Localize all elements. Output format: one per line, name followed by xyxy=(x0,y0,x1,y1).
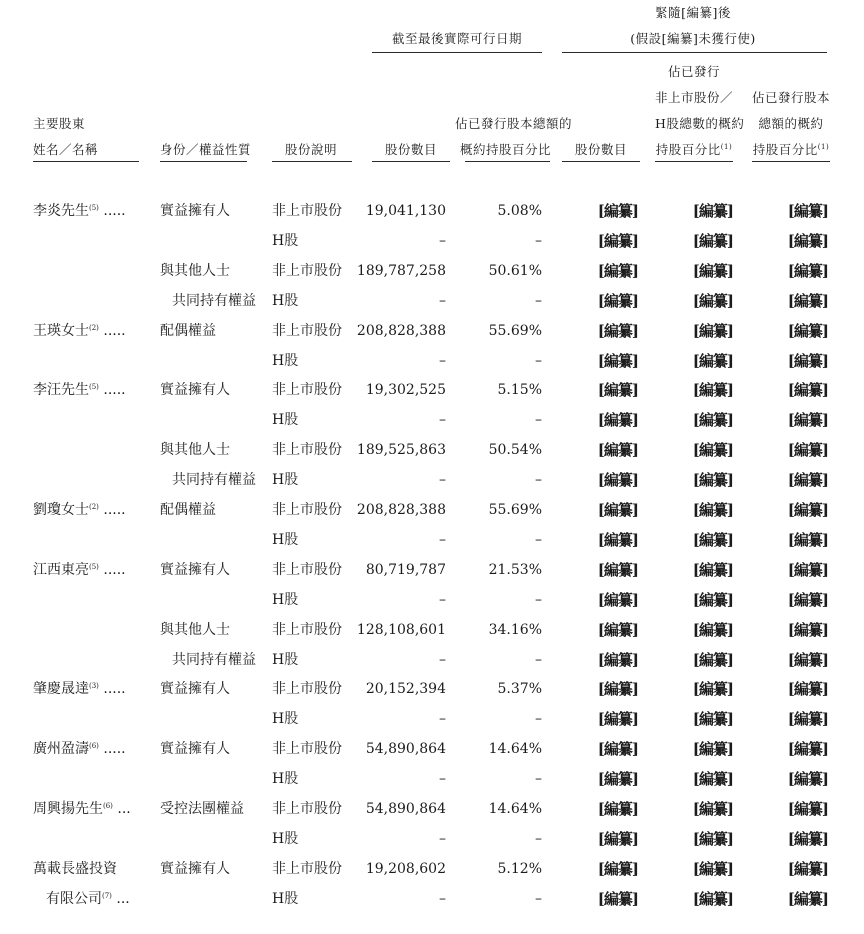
shareholder-name: 萬載長盛投資 xyxy=(33,861,117,877)
col-desc-header: 股份說明 xyxy=(284,142,337,157)
col-pct-class-line3: H股總數的概約 xyxy=(655,116,745,131)
share-description-cell: H股 xyxy=(272,532,299,548)
percentage-cell: – xyxy=(535,233,542,249)
redacted-shares-cell: [編纂] xyxy=(597,232,638,250)
redacted-pct-total-cell: [編纂] xyxy=(787,740,828,758)
redacted-pct-total-cell: [編纂] xyxy=(787,591,828,609)
redacted-pct-total-cell: [編纂] xyxy=(787,710,828,728)
shareholder-name-cell xyxy=(33,680,126,698)
shareholder-name-cell xyxy=(33,202,126,220)
redacted-pct-total-cell: [編纂] xyxy=(787,501,828,519)
share-count-cell: – xyxy=(439,293,446,309)
col-pct-total-line1: 佔已發行股本 xyxy=(752,90,831,105)
percentage-cell: – xyxy=(535,532,542,548)
redacted-shares-cell: [編纂] xyxy=(597,262,638,280)
capacity-cell: 共同持有權益 xyxy=(172,293,256,309)
redacted-pct-total-cell: [編纂] xyxy=(787,411,828,429)
redacted-pct-class-cell: [編纂] xyxy=(692,800,733,818)
note-ref: (6) xyxy=(103,802,113,810)
redacted-pct-class-cell: [編纂] xyxy=(692,232,733,250)
capacity-cell: 實益擁有人 xyxy=(160,382,230,398)
share-count-cell: 54,890,864 xyxy=(365,741,446,757)
redacted-pct-total-cell: [編纂] xyxy=(787,471,828,489)
share-count-cell: 19,302,525 xyxy=(365,382,446,398)
redacted-pct-total-cell: [編纂] xyxy=(787,860,828,878)
redacted-pct-total-cell: [編纂] xyxy=(787,292,828,310)
leader-dots: ... xyxy=(112,801,131,817)
shareholder-name-cell xyxy=(33,740,126,758)
share-description-cell: H股 xyxy=(272,711,299,727)
shareholder-name: 廣州盈濤 xyxy=(33,741,89,757)
leader-dots: ..... xyxy=(98,562,126,578)
share-count-cell: – xyxy=(439,891,446,907)
col-pct-class-line1: 佔已發行 xyxy=(667,64,720,79)
redacted-pct-total-cell: [編纂] xyxy=(787,680,828,698)
capacity-cell: 配偶權益 xyxy=(160,323,216,339)
capacity-cell: 受控法團權益 xyxy=(160,801,244,817)
redacted-shares-cell: [編纂] xyxy=(597,591,638,609)
share-description-cell: H股 xyxy=(272,353,299,369)
redacted-shares-cell: [編纂] xyxy=(597,352,638,370)
share-count-cell: – xyxy=(439,472,446,488)
note-ref: (5) xyxy=(89,383,99,391)
redacted-shares-cell: [編纂] xyxy=(597,651,638,669)
redacted-pct-class-cell: [編纂] xyxy=(692,710,733,728)
percentage-cell: – xyxy=(535,652,542,668)
redacted-shares-cell: [編纂] xyxy=(597,770,638,788)
redacted-shares-cell: [編纂] xyxy=(597,202,638,220)
col-shares-after-header: 股份數目 xyxy=(574,142,627,157)
redacted-shares-cell: [編纂] xyxy=(597,680,638,698)
note-ref: (5) xyxy=(89,204,99,212)
redacted-shares-cell: [編纂] xyxy=(597,830,638,848)
shareholder-name: 有限公司 xyxy=(46,891,102,907)
redacted-pct-total-cell: [編纂] xyxy=(787,381,828,399)
percentage-cell: – xyxy=(535,472,542,488)
note-ref: (6) xyxy=(89,742,99,750)
redacted-pct-class-cell: [編纂] xyxy=(692,322,733,340)
percentage-cell: – xyxy=(535,891,542,907)
redacted-pct-total-cell: [編纂] xyxy=(787,322,828,340)
col-pct-total-line2: 總額的概約 xyxy=(758,116,824,131)
redacted-shares-cell: [編纂] xyxy=(597,860,638,878)
redacted-pct-class-cell: [編纂] xyxy=(692,202,733,220)
share-count-cell: – xyxy=(439,652,446,668)
share-description-cell: H股 xyxy=(272,652,299,668)
share-count-cell: 19,041,130 xyxy=(365,203,446,219)
capacity-cell: 共同持有權益 xyxy=(172,472,256,488)
redacted-shares-cell: [編纂] xyxy=(597,621,638,639)
redacted-pct-class-cell: [編纂] xyxy=(692,411,733,429)
redacted-pct-class-cell: [編纂] xyxy=(692,651,733,669)
redacted-pct-total-cell: [編纂] xyxy=(787,651,828,669)
shareholder-name-cell xyxy=(33,561,126,579)
share-description-cell: 非上市股份 xyxy=(272,382,342,398)
share-description-cell: H股 xyxy=(272,771,299,787)
redacted-pct-total-cell: [編纂] xyxy=(787,561,828,579)
leader-dots: ..... xyxy=(98,741,126,757)
share-count-cell: – xyxy=(439,711,446,727)
redacted-shares-cell: [編纂] xyxy=(597,411,638,429)
share-description-cell: 非上市股份 xyxy=(272,442,342,458)
rule-pct-total xyxy=(752,161,830,162)
shareholder-name-cell xyxy=(33,800,131,818)
col-pct-total-line3: 持股百分比$^{(1)}$ xyxy=(752,142,830,157)
share-description-cell: H股 xyxy=(272,891,299,907)
percentage-cell: – xyxy=(535,592,542,608)
share-description-cell: 非上市股份 xyxy=(272,263,342,279)
share-count-cell: – xyxy=(439,353,446,369)
percentage-cell: – xyxy=(535,771,542,787)
percentage-cell: 50.61% xyxy=(488,263,542,279)
shareholder-name: 周興揚先生 xyxy=(33,801,103,817)
share-count-cell: 80,719,787 xyxy=(365,562,446,578)
col-pct-class-line4: 持股百分比$^{(1)}$ xyxy=(655,142,733,157)
redacted-pct-class-cell: [編纂] xyxy=(692,860,733,878)
redacted-pct-total-cell: [編纂] xyxy=(787,262,828,280)
share-description-cell: H股 xyxy=(272,592,299,608)
note-ref: (1) xyxy=(720,143,733,151)
percentage-cell: – xyxy=(535,353,542,369)
rule-name xyxy=(33,161,139,162)
percentage-cell: 34.16% xyxy=(488,622,542,638)
redacted-shares-cell: [編纂] xyxy=(597,381,638,399)
shareholder-name: 江西東亮 xyxy=(33,562,89,578)
share-description-cell: H股 xyxy=(272,233,299,249)
redacted-pct-total-cell: [編纂] xyxy=(787,830,828,848)
prior-date-title: 截至最後實際可行日期 xyxy=(391,31,522,46)
percentage-cell: 14.64% xyxy=(488,801,542,817)
rule-shares xyxy=(372,161,450,162)
shareholder-name: 肇慶晟達 xyxy=(33,681,89,697)
redacted-shares-cell: [編纂] xyxy=(597,441,638,459)
col-pct-class-line2: 非上市股份／ xyxy=(655,90,734,105)
share-description-cell: 非上市股份 xyxy=(272,502,342,518)
note-ref: (2) xyxy=(89,324,99,332)
redacted-pct-total-cell: [編纂] xyxy=(787,232,828,250)
percentage-cell: 21.53% xyxy=(488,562,542,578)
redacted-pct-class-cell: [編纂] xyxy=(692,830,733,848)
share-count-cell: 128,108,601 xyxy=(356,622,446,638)
shareholder-name-cell xyxy=(33,322,126,340)
shareholder-name: 李炎先生 xyxy=(33,203,89,219)
redacted-shares-cell: [編纂] xyxy=(597,471,638,489)
share-description-cell: H股 xyxy=(272,293,299,309)
share-description-cell: 非上市股份 xyxy=(272,681,342,697)
share-description-cell: H股 xyxy=(272,831,299,847)
shareholder-name-cell xyxy=(33,501,126,519)
redacted-shares-cell: [編纂] xyxy=(597,561,638,579)
share-count-cell: 54,890,864 xyxy=(365,801,446,817)
redacted-shares-cell: [編纂] xyxy=(597,501,638,519)
share-description-cell: H股 xyxy=(272,412,299,428)
percentage-cell: 55.69% xyxy=(488,323,542,339)
after-offering-subtitle: (假設[編纂]未獲行使) xyxy=(630,31,756,46)
share-count-cell: 20,152,394 xyxy=(365,681,446,697)
redacted-pct-total-cell: [編纂] xyxy=(787,621,828,639)
redacted-shares-cell: [編纂] xyxy=(597,322,638,340)
leader-dots: ..... xyxy=(98,681,126,697)
col-name-line2: 姓名／名稱 xyxy=(33,142,99,157)
redacted-pct-class-cell: [編纂] xyxy=(692,352,733,370)
percentage-cell: 5.15% xyxy=(497,382,542,398)
share-count-cell: – xyxy=(439,532,446,548)
percentage-cell: 5.37% xyxy=(497,681,542,697)
shareholder-name-cell xyxy=(33,860,117,878)
share-count-cell: – xyxy=(439,412,446,428)
note-ref: (7) xyxy=(102,892,112,900)
rule-desc xyxy=(272,161,352,162)
redacted-pct-class-cell: [編纂] xyxy=(692,621,733,639)
rule-capacity xyxy=(160,161,247,162)
prior-date-rule xyxy=(372,52,542,53)
redacted-pct-class-cell: [編纂] xyxy=(692,441,733,459)
capacity-cell: 與其他人士 xyxy=(160,442,230,458)
capacity-cell: 實益擁有人 xyxy=(160,861,230,877)
shareholder-name: 王瑛女士 xyxy=(33,323,89,339)
percentage-cell: – xyxy=(535,711,542,727)
col-pct-prior-line2: 概約持股百分比 xyxy=(460,142,552,157)
share-description-cell: 非上市股份 xyxy=(272,622,342,638)
redacted-pct-class-cell: [編纂] xyxy=(692,890,733,908)
note-ref: (5) xyxy=(89,563,99,571)
redacted-pct-total-cell: [編纂] xyxy=(787,441,828,459)
capacity-cell: 實益擁有人 xyxy=(160,741,230,757)
redacted-shares-cell: [編纂] xyxy=(597,740,638,758)
share-description-cell: 非上市股份 xyxy=(272,203,342,219)
leader-dots: ..... xyxy=(98,323,126,339)
col-name-line1: 主要股東 xyxy=(33,116,86,131)
note-ref: (1) xyxy=(817,143,830,151)
redacted-pct-class-cell: [編纂] xyxy=(692,501,733,519)
percentage-cell: – xyxy=(535,293,542,309)
capacity-cell: 與其他人士 xyxy=(160,622,230,638)
share-count-cell: – xyxy=(439,233,446,249)
percentage-cell: 5.08% xyxy=(497,203,542,219)
redacted-pct-total-cell: [編纂] xyxy=(787,202,828,220)
share-count-cell: 189,787,258 xyxy=(356,263,446,279)
after-offering-title: 緊隨[編纂]後 xyxy=(655,5,731,20)
redacted-pct-total-cell: [編纂] xyxy=(787,531,828,549)
redacted-shares-cell: [編纂] xyxy=(597,890,638,908)
percentage-cell: 50.54% xyxy=(488,442,542,458)
shareholder-name-cell xyxy=(33,381,126,399)
rule-pct-class xyxy=(655,161,733,162)
redacted-shares-cell: [編纂] xyxy=(597,800,638,818)
share-count-cell: 19,208,602 xyxy=(365,861,446,877)
leader-dots: ..... xyxy=(98,382,126,398)
leader-dots: ... xyxy=(111,891,130,907)
share-count-cell: 208,828,388 xyxy=(356,502,446,518)
redacted-pct-class-cell: [編纂] xyxy=(692,471,733,489)
shareholder-name: 劉瓊女士 xyxy=(33,502,89,518)
share-description-cell: 非上市股份 xyxy=(272,562,342,578)
leader-dots: ..... xyxy=(98,203,126,219)
col-shares-header: 股份數目 xyxy=(384,142,437,157)
capacity-cell: 配偶權益 xyxy=(160,502,216,518)
capacity-cell: 與其他人士 xyxy=(160,263,230,279)
col-pct-prior-line1: 佔已發行股本總額的 xyxy=(455,116,573,131)
share-count-cell: 189,525,863 xyxy=(356,442,446,458)
note-ref: (2) xyxy=(89,503,99,511)
percentage-cell: 14.64% xyxy=(488,741,542,757)
redacted-shares-cell: [編纂] xyxy=(597,292,638,310)
shareholder-name: 李汪先生 xyxy=(33,382,89,398)
redacted-pct-class-cell: [編纂] xyxy=(692,381,733,399)
redacted-pct-class-cell: [編纂] xyxy=(692,770,733,788)
note-ref: (3) xyxy=(89,682,99,690)
redacted-pct-class-cell: [編纂] xyxy=(692,561,733,579)
share-count-cell: – xyxy=(439,831,446,847)
share-description-cell: 非上市股份 xyxy=(272,741,342,757)
share-count-cell: – xyxy=(439,592,446,608)
rule-pct-prior xyxy=(465,161,550,162)
shareholder-name-cell xyxy=(46,890,130,908)
redacted-pct-total-cell: [編纂] xyxy=(787,352,828,370)
percentage-cell: 5.12% xyxy=(497,861,542,877)
after-offering-rule xyxy=(562,52,827,53)
redacted-pct-class-cell: [編纂] xyxy=(692,740,733,758)
redacted-pct-class-cell: [編纂] xyxy=(692,531,733,549)
redacted-pct-total-cell: [編纂] xyxy=(787,770,828,788)
percentage-cell: – xyxy=(535,831,542,847)
share-description-cell: 非上市股份 xyxy=(272,323,342,339)
rule-shares-after xyxy=(562,161,640,162)
redacted-shares-cell: [編纂] xyxy=(597,531,638,549)
redacted-pct-class-cell: [編纂] xyxy=(692,591,733,609)
col-capacity-header: 身份／權益性質 xyxy=(160,142,252,157)
leader-dots: ..... xyxy=(98,502,126,518)
redacted-pct-class-cell: [編纂] xyxy=(692,292,733,310)
redacted-pct-total-cell: [編纂] xyxy=(787,800,828,818)
share-description-cell: H股 xyxy=(272,472,299,488)
share-count-cell: 208,828,388 xyxy=(356,323,446,339)
capacity-cell: 實益擁有人 xyxy=(160,562,230,578)
percentage-cell: 55.69% xyxy=(488,502,542,518)
redacted-pct-class-cell: [編纂] xyxy=(692,262,733,280)
redacted-pct-total-cell: [編纂] xyxy=(787,890,828,908)
percentage-cell: – xyxy=(535,412,542,428)
redacted-pct-class-cell: [編纂] xyxy=(692,680,733,698)
share-count-cell: – xyxy=(439,771,446,787)
capacity-cell: 實益擁有人 xyxy=(160,203,230,219)
capacity-cell: 共同持有權益 xyxy=(172,652,256,668)
share-description-cell: 非上市股份 xyxy=(272,801,342,817)
share-description-cell: 非上市股份 xyxy=(272,861,342,877)
redacted-shares-cell: [編纂] xyxy=(597,710,638,728)
capacity-cell: 實益擁有人 xyxy=(160,681,230,697)
